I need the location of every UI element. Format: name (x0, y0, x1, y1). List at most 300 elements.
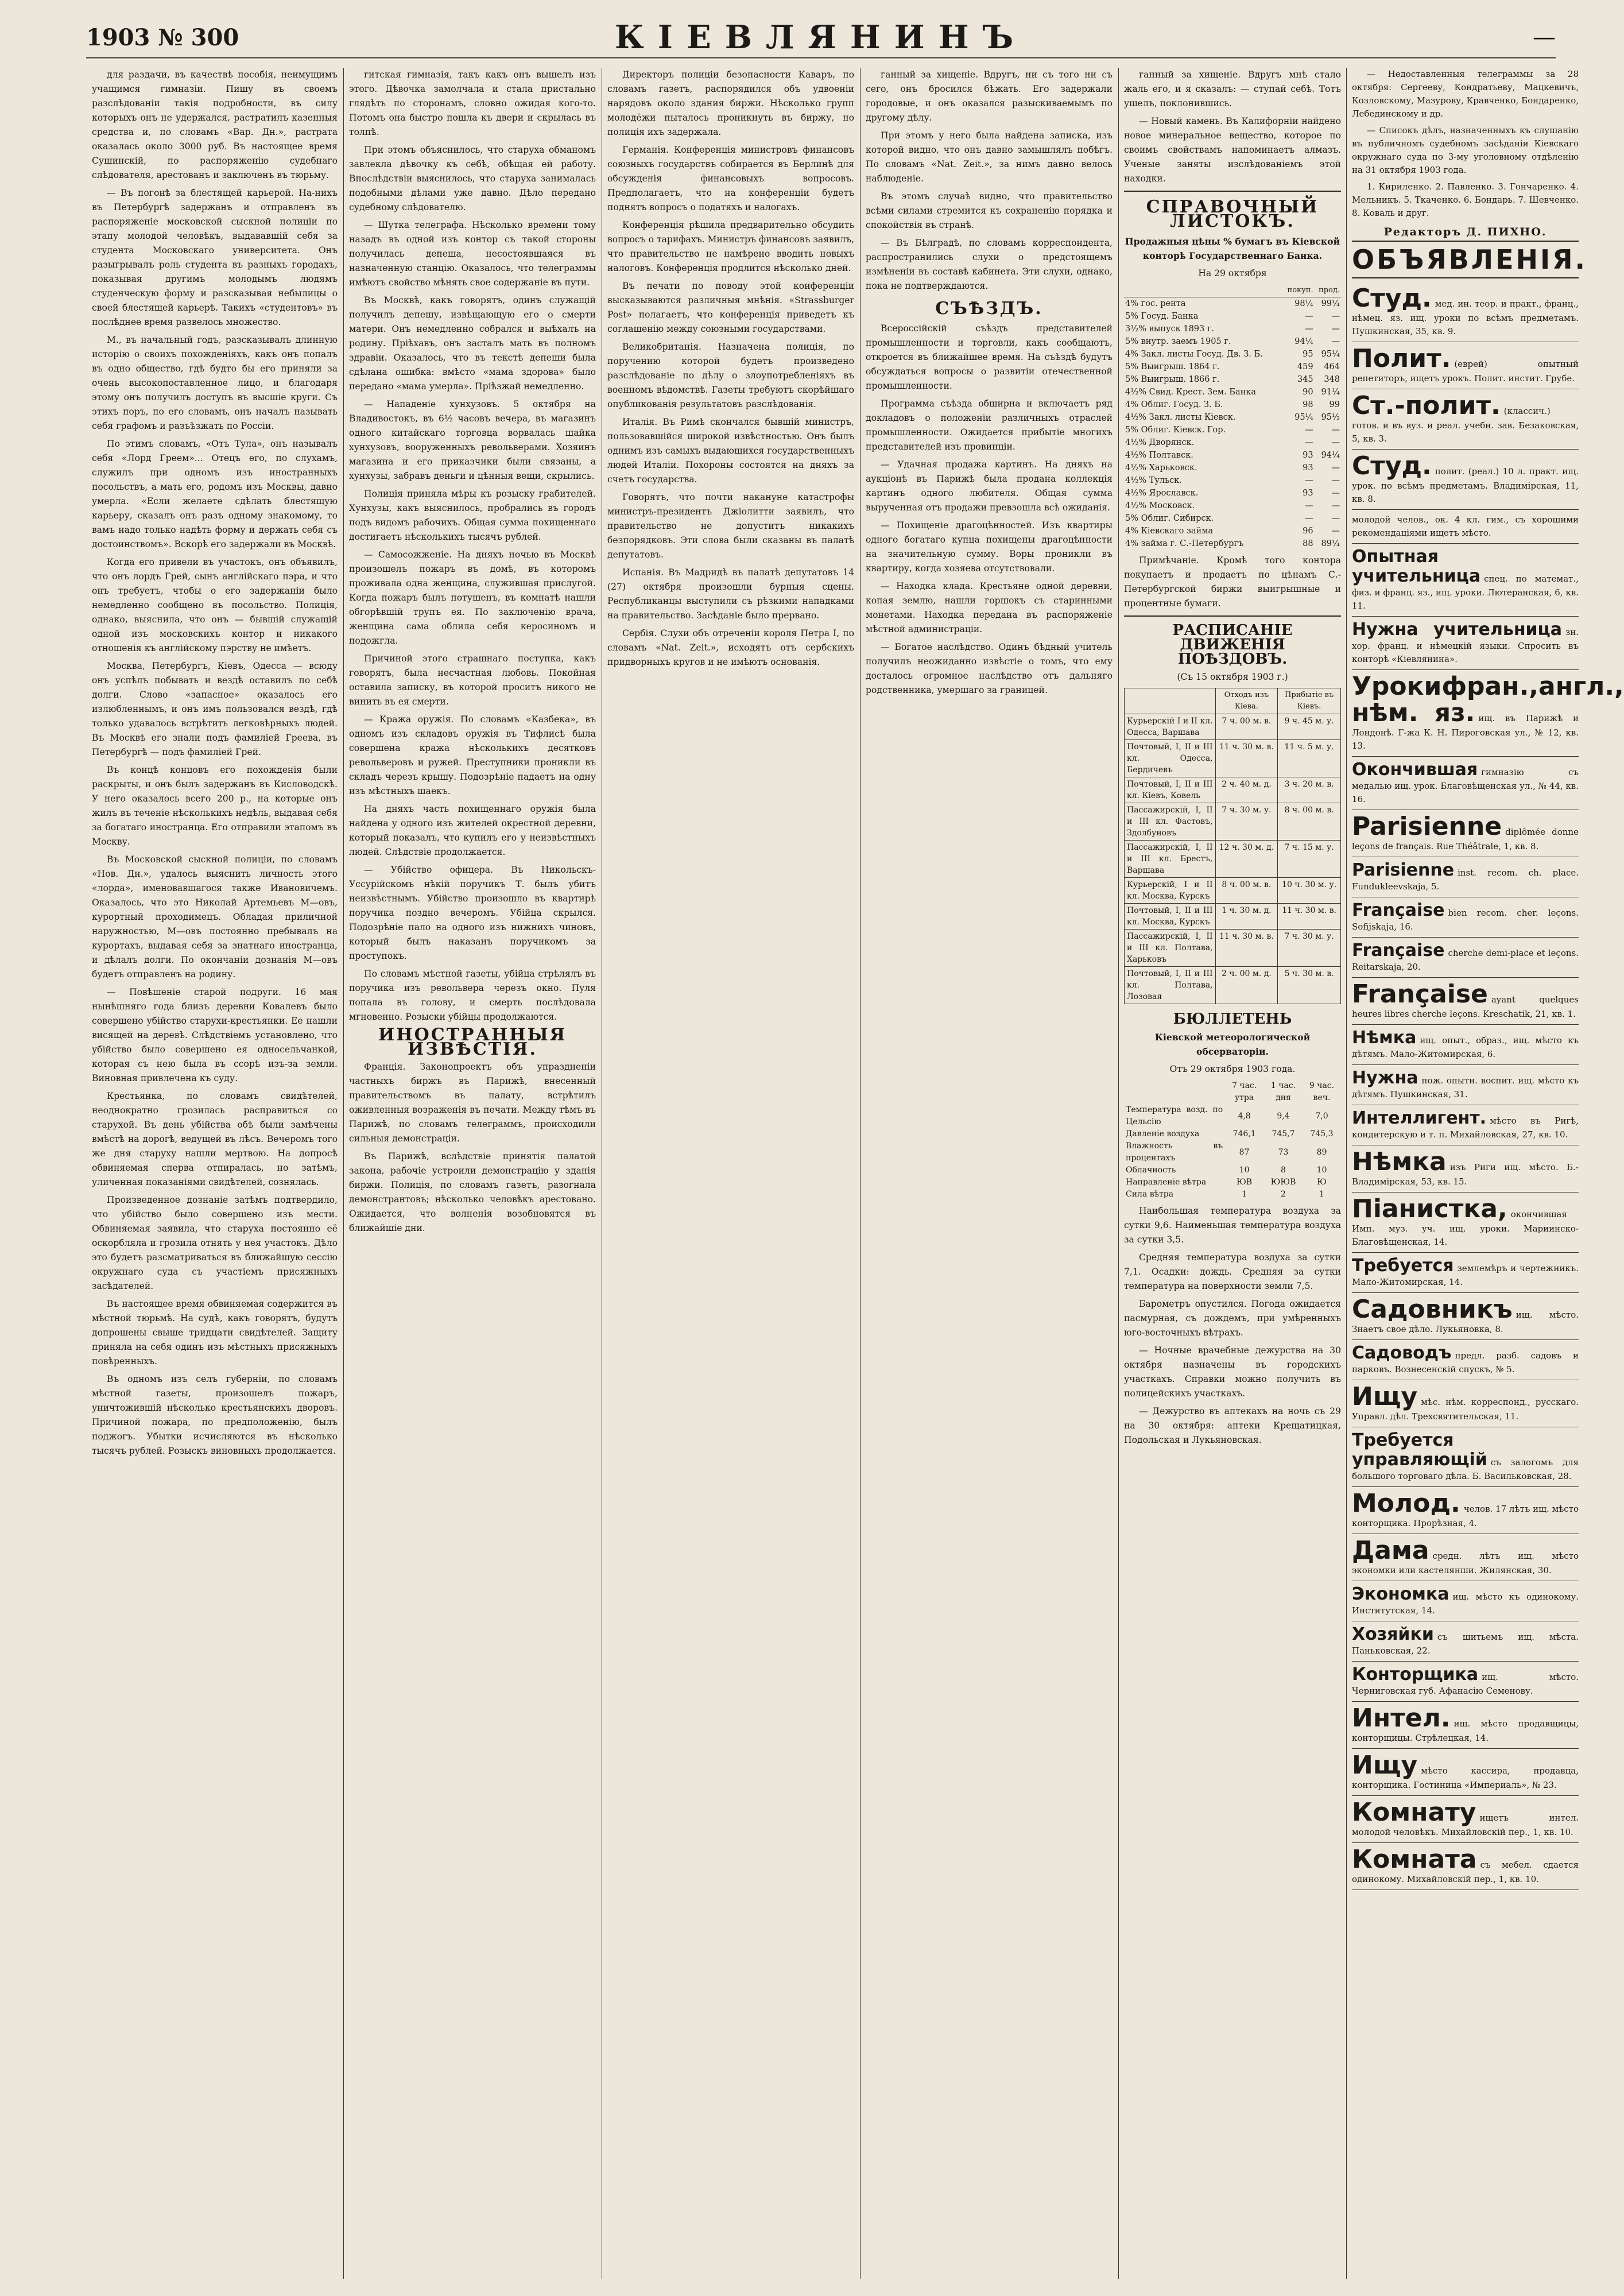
column-4 (866, 68, 1113, 2279)
table-row (1124, 487, 1341, 500)
table-cell: 745,3 (1310, 1129, 1334, 1139)
article-paragraph: По словамъ мѣстной газеты, убійца стрѣлялъ въ поручика изъ револьвера черезъ окно. Пуля попала въ голову, и смерть послѣдовала мгновенно. Розыски убійцы продолжаются. (349, 969, 596, 1022)
ad-text: diplômée donne leçons de français. Rue Théâtrale, 1, кв. 8. (1352, 827, 1579, 851)
table-cell: ЮЮВ (1270, 1178, 1296, 1187)
table-header-cell: Отходъ изъ Кіева. (1215, 688, 1278, 714)
table-cell: — (1331, 312, 1340, 321)
table-cell: Пассажирскій, I, II и III кл. Полтава, Харьковъ (1125, 930, 1216, 967)
ad-lead: Конторщика (1352, 1664, 1479, 1685)
table-cell: Курьерскій I и II кл. Одесса, Варшава (1125, 714, 1216, 740)
table-cell: 87 (1239, 1147, 1250, 1157)
article-paragraph: М., въ начальный годъ, разсказывалъ длинную исторію о своихъ похожденіяхъ, какъ онъ попалъ въ одно общество, гдѣ будто бы его приняли за очень высокопоставленное лицо, и благодаря этому онъ получилъ доступъ въ высшіе круги. Съ этихъ поръ, по его словамъ, онъ началъ называть себя графомъ и разъѣзжать по Россіи. (92, 335, 338, 431)
ad-text: средн. лѣтъ ищ. мѣсто экономки или кастелянши. Жилянская, 30. (1352, 1551, 1579, 1575)
table-cell: 4,8 (1238, 1111, 1251, 1121)
table-cell: — (1331, 463, 1340, 473)
article-paragraph: Произведенное дознаніе затѣмъ подтвердило, что убійство было совершено изъ мести. Обвиняемая заявила, что старуха постоянно её оскорбляла и грозила отнять у нея участокъ. Дѣло это будетъ разсматриваться въ ближайшую сессію окружнаго суда съ участіемъ присяжныхъ засѣдателей. (92, 1195, 338, 1291)
ad-text: гимназію съ медалью ищ. урок. Благовѣщенская ул., № 44, кв. 16. (1352, 767, 1579, 804)
table-row (1124, 1128, 1341, 1140)
newspaper-title: КІЕВЛЯНИНЪ (614, 18, 1028, 56)
table-row (1124, 348, 1341, 361)
table-cell: 459 (1297, 362, 1313, 371)
table-cell: Почтовый, I, II и III кл. Одесса, Бердичевъ (1125, 740, 1216, 777)
table-cell: 4½% Тульск. (1125, 476, 1182, 485)
column-1 (92, 68, 338, 2279)
congress-paragraph: — Находка клада. Крестьяне одной деревни, копая землю, нашли горшокъ съ старинными монетами. Находка передана въ распоряженіе мѣстной администраціи. (866, 581, 1113, 634)
ad-text: зн. хор. франц. и нѣмецкій языки. Спросить въ конторѣ «Кіевлянина». (1352, 627, 1579, 664)
article-paragraph: — Въ погонѣ за блестящей карьерой. На-нихъ въ Петербургѣ задержанъ и отправленъ въ распоряженіе московской сыскной полиціи по этапу молодой человѣкъ, выдававшій себя за студента Московскаго университета. Онъ разыгрывалъ роль студента въ разныхъ городахъ, показывая другимъ молодымъ людямъ студенческую форму и разсказывая небылицы о своей блестящей карьерѣ. Такихъ «студентовъ» въ послѣднее время развелось множество. (92, 188, 338, 327)
table-cell: — (1305, 425, 1313, 435)
article-paragraph: По этимъ словамъ, «Отъ Тула», онъ называлъ себя «Лорд Греем»... Отецъ его, по слухамъ, служилъ при одномъ изъ иностранныхъ посольствъ, а мать его, родомъ изъ Москвы, давно умерла. «Если желаете сдѣлать блестящую карьеру, сказалъ онъ разъ одному знакомому, то вамъ надо только надѣть форму и держать себя съ достоинствомъ». Вскорѣ его задержали въ Москвѣ. (92, 439, 338, 549)
column-5 (1124, 68, 1341, 2279)
table-cell: 95¼ (1294, 413, 1313, 422)
ad-text: мѣсто въ Ригѣ, кондитерскую и т. п. Михайловская, 27, кв. 10. (1352, 1116, 1579, 1140)
table-row (1124, 411, 1341, 424)
table-cell: — (1331, 337, 1340, 346)
ad-text: съ залогомъ для большого торговаго дѣла. Б. Васильковская, 28. (1352, 1457, 1579, 1481)
ad-text: мѣс. нѣм. корреспонд., русскаго. Управл. дѣл. Трехсвятительская, 11. (1352, 1397, 1579, 1422)
column-6 (1352, 68, 1624, 2279)
ad-text: bien recom. cher. leçons. Sofijskaja, 16. (1352, 908, 1579, 932)
table-row (1125, 777, 1341, 803)
advertisement (1352, 897, 1579, 938)
advertisement (1352, 1105, 1579, 1145)
ad-lead: Хозяйки (1352, 1624, 1434, 1644)
table-cell: 4% займа г. С.-Петербургъ (1125, 539, 1244, 548)
ad-lead: Нѣмка (1352, 1028, 1417, 1048)
advertisement (1352, 450, 1579, 510)
table-cell: — (1305, 438, 1313, 447)
meteo-note: Средняя температура воздуха за сутки 7,1. Осадки: дождь. Средняя за сутки температура на поверхности земли 7,5. (1124, 1252, 1341, 1291)
ad-lead: Студ. (1352, 284, 1432, 313)
article-paragraph: Въ печати по поводу этой конференціи высказываются различныя мнѣнія. «Strassburger Post» полагаетъ, что конференція приведетъ къ соглашенію между союзными государствами. (607, 281, 854, 334)
table-cell: 96 (1303, 526, 1313, 536)
table-header-cell: прод. (1315, 284, 1341, 297)
header-right-mark: — (1533, 24, 1556, 51)
meteo-note: — Дежурство въ аптекахъ на ночь съ 29 на 30 октября: аптеки Крещатицкая, Подольская и Лукьяновская. (1124, 1406, 1341, 1445)
table-header-cell: 1 час. дня (1270, 1081, 1296, 1102)
table-cell: 5% Госуд. Банка (1125, 312, 1199, 321)
article-paragraph: Директоръ полиціи безопасности Каваръ, по словамъ газетъ, распорядился объ удвоеніи нарядовъ около здания биржи. Нѣсколько групп молодёжи пыталось проникнуть въ биржу, но полиція ихъ задержала. (607, 69, 854, 137)
ad-text: мѣсто кассира, продавца, конторщика. Гостиница «Империаль», № 23. (1352, 1765, 1579, 1790)
table-row (1124, 335, 1341, 348)
table-cell: Ю (1317, 1178, 1327, 1187)
ad-lead: Ищу (1352, 1751, 1418, 1780)
ads-title: ОБЪЯВЛЕНІЯ. (1352, 241, 1579, 278)
article-paragraph: — Въ Бѣлградѣ, по словамъ корреспондента, распространились слухи о предстоящемъ измѣненіи въ составѣ кабинета. Эти слухи, однако, пока не подтверждаются. (866, 238, 1113, 291)
table-cell: — (1331, 324, 1340, 334)
ad-text: (классич.) готов. и въ вуз. и реал. учебн. зав. Безаковская, 5, кв. 3. (1352, 406, 1579, 444)
ad-text: ищ. мѣсто продавщицы, конторщицы. Стрѣлецкая, 14. (1352, 1718, 1579, 1743)
table-cell: Почтовый, I, II и III кл. Кіевъ, Ковель (1125, 777, 1216, 803)
ad-lead: Урокифран.,англ., нѣм. яз. (1352, 672, 1624, 727)
table-cell: Облачность (1126, 1166, 1176, 1175)
ad-lead: Садовникъ (1352, 1295, 1513, 1324)
rates-note: Примѣчаніе. Кромѣ того контора покупаетъ и продаетъ по цѣнамъ С.-Петербургской биржи выигрышные и процентные бумаги. (1124, 555, 1341, 609)
table-cell: 9,4 (1277, 1111, 1290, 1121)
table-cell: 99¼ (1321, 299, 1340, 308)
article-paragraph: — Повѣшеніе старой подруги. 16 мая нынѣшняго года близъ деревни Ковалевъ было совершено убійство старухи-крестьянки. Ее нашли висящей на деревѣ. Слѣдствіемъ установлено, что убійство было совершено ея односельчанкой, которая съ нею была въ ссорѣ изъ-за земли. Виновная привлечена къ суду. (92, 987, 338, 1083)
table-row (1125, 803, 1341, 841)
ad-lead: Требуется управляющій (1352, 1430, 1487, 1470)
article-paragraph: Въ Парижѣ, вслѣдствіе принятія палатой закона, рабочіе устроили демонстрацію у зданія биржи. Полиція, по словамъ газетъ, разогнала демонстрантовъ; нѣсколько человѣкъ арестовано. Ожидается, что волненія возобновятся въ ближайшіе дни. (349, 1151, 596, 1233)
advertisement (1352, 544, 1579, 617)
table-row (1124, 1104, 1341, 1128)
advertisement (1352, 810, 1579, 857)
table-cell: 93 (1303, 463, 1313, 473)
trains-date: (Съ 15 октября 1903 г.) (1177, 672, 1288, 682)
table-cell: 11 ч. 5 м. у. (1278, 740, 1341, 777)
table-cell: 4½% Свид. Крест. Зем. Банка (1125, 388, 1256, 397)
advertisement (1352, 1843, 1579, 1890)
ad-text: молодой челов., ок. 4 кл. гим., съ хорошими рекомендаціями ищетъ мѣсто. (1352, 514, 1579, 538)
table-header-cell (1125, 688, 1216, 714)
advertisement (1352, 1749, 1579, 1796)
advertisement (1352, 1702, 1579, 1749)
advertisement (1352, 1581, 1579, 1621)
table-row (1124, 1164, 1341, 1176)
table-row (1124, 424, 1341, 436)
table-cell: 464 (1324, 362, 1340, 371)
congress-paragraph: Программа съѣзда обширна и включаетъ ряд докладовъ о положеніи различныхъ отраслей промышленности. Ожидается прибытіе многихъ представителей изъ провинціи. (866, 398, 1113, 452)
ad-text: cherche demi-place et leçons. Reitarskaja, 20. (1352, 948, 1579, 972)
table-row (1125, 967, 1341, 1004)
table-cell: 5% Облиг. Сибирск. (1125, 514, 1214, 523)
article-paragraph: ганный за хищеніе. Вдругъ, ни съ того ни съ сего, онъ бросился бѣжать. Его задержали городовые, и онъ оказался разыскиваемымъ по другому дѣлу. (866, 69, 1113, 123)
table-row (1125, 904, 1341, 930)
table-row (1124, 1140, 1341, 1164)
article-paragraph: — Кража оружія. По словамъ «Казбека», въ одномъ изъ складовъ оружія въ Тифлисѣ была совершена кража нѣсколькихъ десятковъ револьверовъ и ружей. Преступники проникли въ складъ черезъ крышу. Подозрѣніе падаетъ на одну изъ мѣстныхъ шаекъ. (349, 714, 596, 796)
ad-lead: Окончившая (1352, 760, 1478, 780)
congress-paragraph: Всероссійскій съѣздъ представителей промышленности и торговли, какъ сообщаютъ, откроется въ ближайшее время. На съѣздѣ будутъ обсуждаться вопросы о развитіи отечественной промышленности. (866, 323, 1113, 391)
notice-paragraph: 1. Кириленко. 2. Павленко. 3. Гончаренко. 4. Мельникъ. 5. Ткаченко. 6. Бондарь. 7. Шевченко. 8. Коваль и друг. (1352, 181, 1579, 218)
table-cell: 11 ч. 30 м. в. (1278, 904, 1341, 930)
table-cell: — (1305, 324, 1313, 334)
ad-lead: Требуется (1352, 1256, 1454, 1276)
advertisement (1352, 1534, 1579, 1581)
table-cell: 3 ч. 20 м. в. (1278, 777, 1341, 803)
table-cell: 4½% Московск. (1125, 501, 1195, 510)
ad-lead: Садоводъ (1352, 1343, 1452, 1363)
ad-lead: Ищу (1352, 1382, 1418, 1411)
table-cell: Температура возд. по Цельсію (1126, 1105, 1223, 1126)
ad-text: (еврей) опытный репетиторъ, ищетъ урокъ. Полит. инстит. Грубе. (1352, 359, 1579, 384)
advertisement (1352, 1145, 1579, 1192)
table-cell: 5% Выигрыш. 1866 г. (1125, 375, 1220, 384)
table-cell: 5% Выигрыш. 1864 г. (1125, 362, 1220, 371)
table-row (1124, 436, 1341, 449)
table-cell: 94¼ (1294, 337, 1313, 346)
rates-date: На 29 октября (1198, 268, 1267, 278)
advertisement (1352, 617, 1579, 670)
table-cell: 8 (1281, 1166, 1286, 1175)
table-cell: — (1305, 312, 1313, 321)
table-cell: — (1331, 489, 1340, 498)
column-1-text (92, 68, 338, 1458)
column-3 (607, 68, 854, 2279)
table-header-cell: Прибытіе въ Кіевъ. (1278, 688, 1341, 714)
article-paragraph: Германія. Конференція министровъ финансовъ союзныхъ государствъ собирается въ Берлинѣ для обсужденія финансовыхъ вопросовъ. Предполагаетъ, что на конференціи будетъ поднятъ вопросъ о податяхъ и налогахъ. (607, 145, 854, 212)
table-cell: 98¼ (1294, 299, 1313, 308)
table-cell: 90 (1303, 388, 1313, 397)
table-cell: 1 (1319, 1190, 1324, 1199)
table-cell: — (1331, 438, 1340, 447)
advertisement (1352, 1253, 1579, 1293)
advertisement (1352, 1380, 1579, 1427)
table-cell: 7 ч. 15 м. у. (1278, 841, 1341, 878)
table-cell: 2 ч. 40 м. д. (1215, 777, 1278, 803)
ad-lead: Опытная учительница (1352, 547, 1481, 586)
column-rule (860, 68, 861, 2279)
table-cell: 745,7 (1272, 1129, 1295, 1139)
column-rule (1346, 68, 1347, 2279)
congress-paragraph: — Удачная продажа картинъ. На дняхъ на аукціонѣ въ Парижѣ была продана коллекція картинъ одного любителя. Общая сумма вырученная отъ продажи превзошла всѣ ожиданія. (866, 459, 1113, 513)
ad-text: спец. по математ., физ. и франц. яз., ищ. уроки. Лютеранская, 6, кв. 11. (1352, 574, 1579, 611)
meteo-date: Отъ 29 октября 1903 года. (1169, 1064, 1296, 1074)
ad-text: мед. ин. теор. и практ., франц., нѣмец. яз. ищ. уроки по всѣмъ предметамъ. Пушкинская, 35, кв. 9. (1352, 299, 1579, 336)
ad-lead: Интел. (1352, 1703, 1451, 1733)
ad-text: ищ. мѣсто. Черниговская губ. Афанасію Семенову. (1352, 1672, 1579, 1696)
ad-lead: Экономка (1352, 1584, 1449, 1604)
table-header-cell (1124, 1080, 1224, 1104)
advertisement (1352, 857, 1579, 897)
ad-text: ищ. мѣсто къ одинокому. Институтская, 14. (1352, 1592, 1579, 1616)
article-paragraph: Въ настоящее время обвиняемая содержится въ мѣстной тюрьмѣ. На судѣ, какъ говорятъ, будутъ допрошены свыше тридцати свидѣтелей. Защиту приняла на себя одинъ изъ мѣстныхъ присяжныхъ повѣренныхъ. (92, 1299, 338, 1366)
table-cell: 91¼ (1321, 388, 1340, 397)
article-paragraph: Москва, Петербургъ, Кіевъ, Одесса — всюду онъ успѣлъ побывать и вездѣ оставилъ по себѣ долги. Слово «запасное» оказалось его излюбленнымъ, и онъ имъ пользовался вездѣ, гдѣ только удавалось встрѣтить легковѣрныхъ людей. Въ Москвѣ его знали подъ фамиліей Греева, въ Петербургѣ — подъ фамиліей Грей. (92, 661, 338, 757)
table-cell: Давленіе воздуха (1126, 1129, 1200, 1139)
ad-lead: Дама (1352, 1536, 1429, 1565)
advertisement (1352, 389, 1579, 450)
table-cell: 5% внутр. заемъ 1905 г. (1125, 337, 1231, 346)
table-cell: — (1331, 476, 1340, 485)
table-cell: 11 ч. 30 м. в. (1215, 930, 1278, 967)
table-cell: Направленіе вѣтра (1126, 1178, 1207, 1187)
article-paragraph: Когда его привели въ участокъ, онъ объявилъ, что онъ лордъ Грей, сынъ англійскаго пэра, и что онъ требуетъ, чтобы о его задержаніи было немедленно сообщено въ посольство. Полиція, однако, выяснила, что онъ — бывшій служащій одной изъ московскихъ контор и никакого отношенія къ англійскому пэрству не имѣетъ. (92, 557, 338, 653)
table-cell: — (1331, 501, 1340, 510)
table-cell: 12 ч. 30 м. д. (1215, 841, 1278, 878)
table-cell: — (1305, 514, 1313, 523)
ad-lead: Молод. (1352, 1489, 1460, 1518)
table-cell: 10 ч. 30 м. у. (1278, 878, 1341, 904)
table-cell: 11 ч. 30 м. в. (1215, 740, 1278, 777)
ad-text: ищетъ интел. молодой человѣкъ. Михайловскій пер., 1, кв. 10. (1352, 1813, 1579, 1837)
advertisement (1352, 342, 1579, 389)
table-cell: — (1331, 425, 1340, 435)
article-paragraph: При этомъ объяснилось, что старуха обманомъ завлекла дѣвочку къ себѣ, обѣщая ей работу. Впослѣдствіи выяснилось, что старуха занималась подобными дѣлами уже давно. Дѣло передано судебному слѣдователю. (349, 145, 596, 212)
advertisement (1352, 1427, 1579, 1487)
rates-title: Продажныя цѣны % бумагъ въ Кіевской конторѣ Государственнаго Банка. (1125, 236, 1340, 261)
table-header-cell: покуп. (1282, 284, 1315, 297)
table-row (1124, 474, 1341, 487)
advertisement (1352, 1487, 1579, 1534)
table-header-cell: 7 час. утра (1231, 1081, 1257, 1102)
table-cell: 98 (1303, 400, 1313, 409)
article-paragraph: Полиція приняла мѣры къ розыску грабителей. Хунхузы, какъ выяснилось, пробрались въ городъ подъ видомъ рабочихъ. Общая сумма похищеннаго достигаетъ нѣсколькихъ тысячъ рублей. (349, 489, 596, 542)
ad-lead: Нужна учительница (1352, 620, 1563, 640)
advertisement (1352, 1796, 1579, 1843)
table-row (1124, 323, 1341, 335)
table-cell: 348 (1324, 375, 1340, 384)
table-cell: Почтовый, I, II и III кл. Полтава, Лозовая (1125, 967, 1216, 1004)
table-cell: 94¼ (1321, 451, 1340, 460)
table-row (1125, 878, 1341, 904)
table-row (1124, 537, 1341, 550)
ads-list (1352, 282, 1624, 1890)
table-cell: 4½% Ярославск. (1125, 489, 1199, 498)
table-cell: — (1305, 501, 1313, 510)
table-cell: — (1331, 526, 1340, 536)
table-cell: 7 ч. 00 м. в. (1215, 714, 1278, 740)
notice-paragraph: — Недоставленныя телеграммы за 28 октября: Сергееву, Кондратьеву, Мацкевичъ, Козловскому, Мазурову, Кравченко, Бондаренко, Лебединскому и др. (1352, 69, 1579, 119)
table-cell: 10 (1239, 1166, 1250, 1175)
article-paragraph: — Самосожженіе. На дняхъ ночью въ Москвѣ произошелъ пожаръ въ домѣ, въ которомъ проживала одна женщина, служившая прислугой. Когда пожаръ былъ потушенъ, въ комнатѣ нашли обгорѣвшій трупъ ея. По заключенію врача, женщина сама облила себя керосиномъ и подожгла. (349, 549, 596, 646)
table-cell: 7 ч. 30 м. у. (1215, 803, 1278, 841)
advertisement (1352, 757, 1579, 810)
article-paragraph: Испанія. Въ Мадридѣ въ палатѣ депутатовъ 14 (27) октября произошли бурныя сцены. Республиканцы выступили съ рѣзкими нападками на правительство. Засѣданіе было прервано. (607, 567, 854, 621)
article-paragraph: — Нападеніе хунхузовъ. 5 октября на Владивостокъ, въ 6½ часовъ вечера, въ магазинъ одного китайскаго торговца ворвалась шайка хунхузовъ, вооруженныхъ револьверами. Хозяинъ магазина и его приказчики были связаны, а хунхузы, забравъ деньги и цѣнныя вещи, скрылись. (349, 399, 596, 481)
notice-paragraph: — Списокъ дѣлъ, назначенныхъ къ слушанію въ публичномъ судебномъ засѣданіи Кіевскаго окружнаго суда по 3-му уголовному отдѣленію на 31 октября 1903 года. (1352, 125, 1579, 175)
table-cell: 4½% Дворянск. (1125, 438, 1195, 447)
table-cell: 93 (1303, 489, 1313, 498)
ad-text: окончившая Имп. муз. уч. ищ. уроки. Мариинско-Благовѣщенская, 14. (1352, 1209, 1579, 1247)
table-cell: 4% гос. рента (1125, 299, 1186, 308)
ad-text: съ мебел. сдается одинокому. Михайловскій пер., 1, кв. 10. (1352, 1860, 1579, 1884)
ad-lead: Комната (1352, 1845, 1477, 1874)
table-cell: Курьерскій, I и II кл. Москва, Курскъ (1125, 878, 1216, 904)
ad-text: предл. разб. садовъ и парковъ. Вознесенскій спускъ, № 5. (1352, 1350, 1579, 1374)
section-title: ИНОСТРАННЫЯ ИЗВѢСТІЯ. (378, 1025, 567, 1059)
meteo-subtitle: Кіевской метеорологической обсерваторіи. (1154, 1032, 1311, 1057)
table-row (1124, 398, 1341, 411)
column-rule (343, 68, 344, 2279)
masthead (86, 17, 1556, 59)
ad-lead: Française (1352, 979, 1488, 1009)
article-paragraph: Въ этомъ случаѣ видно, что правительство всѣми силами стремится къ сохраненію порядка и спокойствія въ странѣ. (866, 191, 1113, 230)
article-paragraph: Италія. Въ Римѣ скончался бывшій министръ, пользовавшійся широкой извѣстностью. Онъ былъ однимъ изъ самыхъ выдающихся государственныхъ людей Италіи. Похороны состоятся на дняхъ за счетъ государства. (607, 417, 854, 485)
article-paragraph: Причиной этого страшнаго поступка, какъ говорятъ, была несчастная любовь. Покойная оставила записку, въ которой проситъ никого не винить въ ея смерти. (349, 653, 596, 707)
meteo-table (1124, 1080, 1341, 1201)
column-3-text (607, 68, 854, 669)
table-cell: 345 (1297, 375, 1313, 384)
ad-lead: Комнату (1352, 1798, 1476, 1827)
ad-text: ищ. мѣсто. Знаетъ свое дѣло. Лукьяновка, 8. (1352, 1310, 1579, 1334)
advertisement (1352, 1192, 1579, 1253)
advertisement (1352, 1662, 1579, 1702)
congress-title: СЪѢЗДЪ. (935, 299, 1043, 319)
advertisement (1352, 1340, 1579, 1380)
table-cell: 1 ч. 30 м. д. (1215, 904, 1278, 930)
advertisement (1352, 670, 1624, 757)
advertisement (1352, 1293, 1579, 1340)
ad-lead: Parisienne (1352, 860, 1455, 880)
meteo-note: Барометръ опустился. Погода ожидается пасмурная, съ дождемъ, при умѣренныхъ юго-восточныхъ вѣтрахъ. (1124, 1299, 1341, 1338)
table-cell: — (1305, 476, 1313, 485)
ad-text: inst. recom. ch. place. Fundukleevskaja, 5. (1352, 868, 1579, 892)
ad-lead: Студ. (1352, 451, 1432, 481)
column-2 (349, 68, 596, 2279)
article-paragraph: Въ Москвѣ, какъ говорятъ, одинъ служащій получилъ депешу, извѣщающую его о смерти матери. Онъ немедленно собрался и выѣхалъ на родину. Пріѣхавъ, онъ засталъ мать въ полномъ здравіи. Оказалось, что въ текстѣ депеши была сдѣлана ошибка: вмѣсто «мама здорова» было передано «мама умерла». Пріѣзжай немедленно. (349, 295, 596, 392)
table-cell: 3½% выпуск 1893 г. (1125, 324, 1215, 334)
congress-paragraph: — Похищеніе драгоцѣнностей. Изъ квартиры одного богатаго купца похищены драгоцѣнности на значительную сумму. Воры проникли въ квартиру, когда хозяева отсутствовали. (866, 520, 1113, 574)
ad-text: землемѣръ и чертежникъ. Мало-Житомирская, 14. (1352, 1263, 1579, 1287)
article-paragraph: — Убійство офицера. Въ Никольскъ-Уссурійскомъ нѣкій поручикъ Т. былъ убитъ неизвѣстнымъ. Убійство произошло въ квартирѣ поручика поздно вечеромъ. Убійца скрылся. Подозрѣніе пало на одного изъ нижнихъ чиновъ, который былъ наказанъ поручикомъ за проступокъ. (349, 865, 596, 961)
meteo-note: Наибольшая температура воздуха за сутки 9,6. Наименьшая температура воздуха за сутки 3,5. (1124, 1206, 1341, 1245)
ad-text: ищ. въ Парижѣ и Лондонѣ. Г-жа К. Н. Пироговская ул., № 12, кв. 13. (1352, 713, 1579, 751)
advertisement (1352, 1025, 1579, 1065)
table-cell: 2 ч. 00 м. д. (1215, 967, 1278, 1004)
table-cell: 8 ч. 00 м. в. (1278, 803, 1341, 841)
table-row (1124, 373, 1341, 386)
table-cell: Почтовый, I, II и III кл. Москва, Курскъ (1125, 904, 1216, 930)
ad-text: ayant quelques heures libres cherche leçons. Kreschatik, 21, кв. 1. (1352, 994, 1579, 1019)
article-paragraph: Франція. Законопроектъ объ упраздненіи частныхъ биржъ въ Парижѣ, внесенный правительствомъ въ палату, встрѣтилъ оживленныя возраженія въ печати. Между тѣмъ въ Парижѣ, по словамъ телеграммъ, происходили сильныя демонстраціи. (349, 1062, 596, 1144)
table-cell: 4% Закл. листы Госуд. Дв. З. Б. (1125, 350, 1263, 359)
table-cell: 89 (1316, 1147, 1327, 1157)
table-row (1124, 500, 1341, 512)
table-cell: 88 (1303, 539, 1313, 548)
table-row (1124, 310, 1341, 323)
table-row (1124, 297, 1341, 311)
article-paragraph: Говорятъ, что почти накануне катастрофы министръ-президентъ Джіолитти заявилъ, что правительство не допуститъ никакихъ безпорядковъ. Эти слова были сказаны въ палатѣ депутатовъ. (607, 492, 854, 560)
table-cell: 89¼ (1321, 539, 1340, 548)
table-cell: 7 ч. 30 м. у. (1278, 930, 1341, 967)
article-paragraph: Въ одномъ изъ селъ губерніи, по словамъ мѣстной газеты, произошелъ пожаръ, уничтожившій нѣсколько крестьянскихъ дворовъ. Причиной пожара, по предположенію, былъ поджогъ. Убытки исчисляются въ нѣсколько тысячъ рублей. Розыскъ виновныхъ продолжается. (92, 1374, 338, 1456)
ad-lead: Parisienne (1352, 812, 1502, 841)
table-cell: Пассажирскій, I, II и III кл. Фастовъ, Здолбуновъ (1125, 803, 1216, 841)
table-row (1124, 1176, 1341, 1188)
editor-line: Редакторъ Д. ПИХНО. (1383, 226, 1547, 238)
column-4-text (866, 68, 1113, 698)
column-rule (1118, 68, 1119, 2279)
article-paragraph: гитская гимназія, такъ какъ онъ вышелъ изъ этого. Дѣвочка замолчала и стала пристально глядѣть по сторонамъ, словно ожидая кого-то. Потомъ она быстро пошла къ двери и скрылась въ толпѣ. (349, 69, 596, 137)
column-2-text (349, 68, 596, 1236)
ad-lead: Піанистка, (1352, 1194, 1507, 1223)
table-cell: 9 ч. 45 м. у. (1278, 714, 1341, 740)
table-cell: 73 (1278, 1147, 1289, 1157)
meteo-note: — Ночные врачебные дежурства на 30 октября назначены въ городскихъ участкахъ. Справки можно получить въ полицейскихъ участкахъ. (1124, 1345, 1341, 1399)
table-row (1124, 525, 1341, 537)
ad-lead: Française (1352, 940, 1445, 961)
table-cell: 2 (1281, 1190, 1286, 1199)
ad-text: пож. опытн. воспит. ищ. мѣсто къ дѣтямъ. Пушкинская, 31. (1352, 1075, 1579, 1099)
table-cell: 99 (1329, 400, 1340, 409)
table-cell: 95¼ (1321, 350, 1340, 359)
table-row (1124, 462, 1341, 474)
ad-lead: Полит. (1352, 344, 1451, 373)
advertisement (1352, 510, 1579, 544)
table-header-cell (1124, 284, 1282, 297)
advertisement (1352, 1621, 1579, 1662)
table-row (1125, 714, 1341, 740)
table-cell: 8 ч. 00 м. в. (1215, 878, 1278, 904)
table-row (1124, 361, 1341, 373)
article-paragraph: — Шутка телеграфа. Нѣсколько времени тому назадъ въ одной изъ контор съ такой стороны получилась депеша, несостоявшаяся въ назначенную станцію. Оказалось, что телеграммы имѣютъ свойство мѣнять свое содержаніе въ пути. (349, 220, 596, 288)
table-cell: Влажность въ процентахъ (1126, 1141, 1223, 1163)
table-row (1125, 930, 1341, 967)
divider (1124, 191, 1341, 192)
advertisement (1352, 282, 1579, 342)
ad-text: изъ Риги ищ. мѣсто. Б.-Владимірская, 53, кв. 15. (1352, 1162, 1579, 1187)
divider (1124, 615, 1341, 617)
table-cell: 7,0 (1315, 1111, 1328, 1121)
table-cell: 1 (1242, 1190, 1247, 1199)
trains-table (1124, 688, 1341, 1004)
ad-lead: Интеллигент. (1352, 1108, 1487, 1128)
table-cell: Сила вѣтра (1126, 1190, 1174, 1199)
article-paragraph: Великобританія. Назначена полиція, по поручению которой будетъ произведено разслѣдованіе по дѣлу о злоупотребленіяхъ въ военномъ вѣдомствѣ. Газеты требуютъ скорѣйшаго опубликованія результатовъ разслѣдованія. (607, 342, 854, 409)
ad-lead: Ст.-полит. (1352, 391, 1501, 420)
table-cell: 746,1 (1232, 1129, 1256, 1139)
